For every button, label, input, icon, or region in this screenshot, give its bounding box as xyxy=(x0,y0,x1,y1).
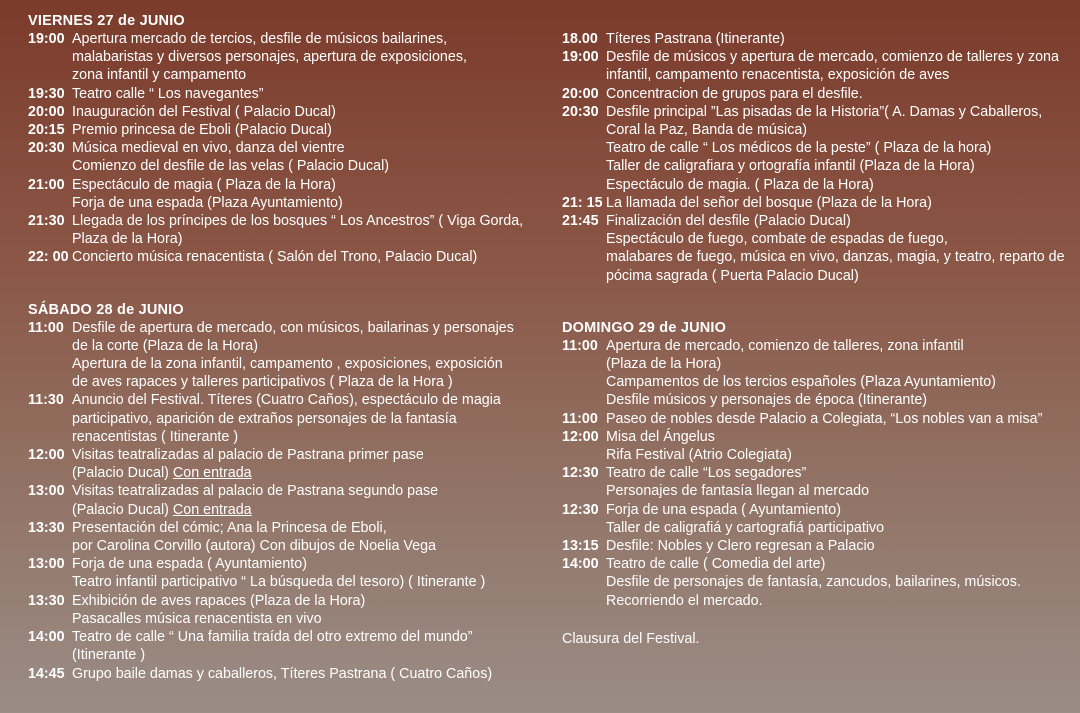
event-time: 20:00 xyxy=(562,85,599,102)
event-line: Forja de una espada (Plaza Ayuntamiento) xyxy=(72,194,343,211)
event-line: Anuncio del Festival. Títeres (Cuatro Caños), espectáculo de magia xyxy=(72,392,501,409)
event-time: 13:15 xyxy=(562,538,599,555)
event-line: Espectáculo de magia ( Plaza de la Hora) xyxy=(72,176,336,193)
event-line: Grupo baile damas y caballeros, Títeres Pastrana ( Cuatro Caños) xyxy=(72,665,493,682)
event-time: 12:30 xyxy=(562,501,599,518)
event-line: Visitas teatralizadas al palacio de Pastrana segundo pase xyxy=(72,483,439,500)
schedule-entry xyxy=(562,555,1072,610)
event-line: Forja de una espada ( Ayuntamiento) xyxy=(72,556,307,573)
event-description xyxy=(72,665,548,683)
event-line: Taller de caligrafiara y ortografía infantil (Plaza de la Hora) xyxy=(606,158,975,175)
schedule-entry xyxy=(562,48,1072,84)
event-line: zona infantil y campamento xyxy=(72,67,247,84)
event-line: Apertura de mercado, comienzo de talleres, zona infantil xyxy=(606,337,964,354)
event-line: de la corte (Plaza de la Hora) xyxy=(72,337,258,354)
event-time: 12:30 xyxy=(562,465,599,482)
event-description xyxy=(72,176,548,212)
event-line: (Palacio Ducal) Con entrada xyxy=(72,501,252,518)
day-sunday xyxy=(562,319,1072,610)
event-line: Taller de caligrafiá y cartografiá participativo xyxy=(606,519,885,536)
left-column xyxy=(28,12,548,683)
event-description xyxy=(72,139,548,175)
schedule-entry xyxy=(562,537,1072,555)
event-line: Teatro infantil participativo “ La búsqueda del tesoro) ( Itinerante ) xyxy=(72,574,486,591)
event-line: Desfile de músicos y apertura de mercado, comienzo de talleres y zona xyxy=(606,49,1059,66)
closing-note: Clausura del Festival. xyxy=(562,630,700,647)
event-line: malabaristas y diversos personajes, apertura de exposiciones, xyxy=(72,49,467,66)
event-line: Comienzo del desfile de las velas ( Palacio Ducal) xyxy=(72,158,390,175)
event-line: Visitas teatralizadas al palacio de Pastrana primer pase xyxy=(72,447,424,464)
schedule-entry xyxy=(562,337,1072,410)
event-line: Plaza de la Hora) xyxy=(72,231,183,248)
schedule-entry xyxy=(28,665,548,683)
event-time: 21:30 xyxy=(28,213,65,230)
schedule-entry xyxy=(28,319,548,392)
event-description xyxy=(72,248,548,266)
event-description xyxy=(606,103,1072,194)
event-line: (Plaza de la Hora) xyxy=(606,356,722,373)
event-description xyxy=(72,212,548,248)
event-time: 14:00 xyxy=(28,629,65,646)
schedule-entry xyxy=(28,391,548,446)
event-description xyxy=(606,194,1072,212)
schedule-entry xyxy=(562,85,1072,103)
schedule-entry xyxy=(28,592,548,628)
event-time: 11:00 xyxy=(28,319,64,336)
right-column xyxy=(562,30,1072,648)
ticket-note: Con entrada xyxy=(172,465,252,482)
event-list xyxy=(28,319,548,683)
event-time: 19:00 xyxy=(28,31,65,47)
event-line: (Itinerante ) xyxy=(72,647,146,664)
event-time: 13:00 xyxy=(28,556,65,573)
schedule-entry xyxy=(562,428,1072,464)
event-line: Teatro calle “ Los navegantes” xyxy=(72,85,264,102)
event-line: Desfile de apertura de mercado, con músicos, bailarinas y personajes xyxy=(72,319,514,336)
event-line: de aves rapaces y talleres participativos ( Plaza de la Hora ) xyxy=(72,374,453,391)
schedule-entry xyxy=(562,194,1072,212)
event-time: 22: 00 xyxy=(28,249,69,266)
event-line: Apertura mercado de tercios, desfile de músicos bailarines, xyxy=(72,31,448,47)
event-description xyxy=(606,555,1072,610)
event-line: Exhibición de aves rapaces (Plaza de la Hora) xyxy=(72,592,366,609)
day-heading: DOMINGO 29 de JUNIO xyxy=(562,319,727,336)
day-friday xyxy=(28,12,548,267)
event-list xyxy=(28,30,548,267)
schedule-entry xyxy=(28,30,548,85)
event-line: Música medieval en vivo, danza del vientre xyxy=(72,140,345,157)
event-description xyxy=(606,537,1072,555)
event-description xyxy=(72,121,548,139)
event-description xyxy=(606,337,1072,410)
event-time: 12:00 xyxy=(562,428,599,445)
event-line: Teatro de calle ( Comedia del arte) xyxy=(606,556,826,573)
schedule-entry xyxy=(562,501,1072,537)
schedule-entry xyxy=(562,410,1072,428)
schedule-entry xyxy=(28,446,548,482)
event-time: 13:30 xyxy=(28,519,65,536)
schedule-entry xyxy=(28,519,548,555)
event-time: 11:30 xyxy=(28,392,64,409)
schedule-entry xyxy=(562,212,1072,285)
schedule-entry xyxy=(28,555,548,591)
event-description xyxy=(72,85,548,103)
event-line: Inauguración del Festival ( Palacio Ducal) xyxy=(72,103,336,120)
event-time: 18.00 xyxy=(562,31,598,47)
event-time: 20:00 xyxy=(28,103,65,120)
event-description xyxy=(72,555,548,591)
event-description xyxy=(606,85,1072,103)
schedule-entry xyxy=(562,103,1072,194)
event-line: Coral la Paz, Banda de música) xyxy=(606,122,808,139)
event-line: Apertura de la zona infantil, campamento , exposiciones, exposición xyxy=(72,356,503,373)
event-line: Desfile principal ”Las pisadas de la Historia”( A. Damas y Caballeros, xyxy=(606,103,1043,120)
event-line: Finalización del desfile (Palacio Ducal) xyxy=(606,213,851,230)
event-list xyxy=(562,337,1072,610)
event-line: Paseo de nobles desde Palacio a Colegiata, “Los nobles van a misa” xyxy=(606,410,1043,427)
event-line: Teatro de calle “ Una familia traída del otro extremo del mundo” xyxy=(72,629,473,646)
day-saturday xyxy=(28,301,548,683)
event-line: infantil, campamento renacentista, exposición de aves xyxy=(606,67,950,84)
event-description xyxy=(72,519,548,555)
event-description xyxy=(606,501,1072,537)
event-line: Personajes de fantasía llegan al mercado xyxy=(606,483,870,500)
event-time: 21: 15 xyxy=(562,194,603,211)
event-description xyxy=(606,464,1072,500)
event-line: participativo, aparición de extraños personajes de la fantasía xyxy=(72,410,457,427)
event-line: Llegada de los príncipes de los bosques “ Los Ancestros” ( Viga Gorda, xyxy=(72,213,524,230)
event-time: 19:30 xyxy=(28,85,65,102)
event-time: 13:30 xyxy=(28,592,65,609)
event-description xyxy=(72,103,548,121)
schedule-entry xyxy=(28,103,548,121)
event-line: Misa del Ángelus xyxy=(606,428,715,445)
event-line: Concierto música renacentista ( Salón del Trono, Palacio Ducal) xyxy=(72,249,478,266)
event-list-continued xyxy=(562,30,1072,285)
event-line: Desfile músicos y personajes de época (Itinerante) xyxy=(606,392,928,409)
event-time: 11:00 xyxy=(562,337,598,354)
event-line: La llamada del señor del bosque (Plaza de la Hora) xyxy=(606,194,932,211)
event-line: Pasacalles música renacentista en vivo xyxy=(72,610,322,627)
event-description xyxy=(606,410,1072,428)
event-description xyxy=(606,212,1072,285)
event-description xyxy=(606,30,1072,48)
schedule-entry xyxy=(28,121,548,139)
schedule-entry xyxy=(562,30,1072,48)
event-line: Concentracion de grupos para el desfile. xyxy=(606,85,863,102)
event-description xyxy=(72,482,548,518)
event-description xyxy=(606,428,1072,464)
event-description xyxy=(72,319,548,392)
event-line: Forja de una espada ( Ayuntamiento) xyxy=(606,501,841,518)
event-description xyxy=(606,48,1072,84)
schedule-entry xyxy=(28,212,548,248)
event-line: pócima sagrada ( Puerta Palacio Ducal) xyxy=(606,267,859,284)
schedule-entry xyxy=(562,464,1072,500)
event-line: Rifa Festival (Atrio Colegiata) xyxy=(606,447,792,464)
event-description xyxy=(72,446,548,482)
event-line: Recorriendo el mercado. xyxy=(606,592,763,609)
event-description xyxy=(72,30,548,85)
schedule-entry xyxy=(28,85,548,103)
event-line: Títeres Pastrana (Itinerante) xyxy=(606,31,785,47)
event-time: 20:30 xyxy=(562,103,599,120)
event-time: 14:45 xyxy=(28,665,65,682)
event-description xyxy=(72,391,548,446)
event-line: Espectáculo de fuego, combate de espadas de fuego, xyxy=(606,231,948,248)
event-time: 21:45 xyxy=(562,213,599,230)
event-line: por Carolina Corvillo (autora) Con dibujos de Noelia Vega xyxy=(72,538,436,555)
schedule-entry xyxy=(28,139,548,175)
event-line: (Palacio Ducal) Con entrada xyxy=(72,465,252,482)
day-heading: VIERNES 27 de JUNIO xyxy=(28,13,185,29)
event-description xyxy=(72,592,548,628)
event-line: Campamentos de los tercios españoles (Plaza Ayuntamiento) xyxy=(606,374,996,391)
event-line: Desfile: Nobles y Clero regresan a Palacio xyxy=(606,538,875,555)
event-line: Premio princesa de Eboli (Palacio Ducal) xyxy=(72,122,332,139)
event-line: Presentación del cómic; Ana la Princesa de Eboli, xyxy=(72,519,387,536)
event-description xyxy=(72,628,548,664)
event-time: 12:00 xyxy=(28,447,65,464)
day-heading: SÁBADO 28 de JUNIO xyxy=(28,301,184,318)
event-line: malabares de fuego, música en vivo, danzas, magia, y teatro, reparto de xyxy=(606,249,1065,266)
event-line: Teatro de calle “ Los médicos de la peste” ( Plaza de la hora) xyxy=(606,140,992,157)
schedule-entry xyxy=(28,628,548,664)
event-line: Espectáculo de magia. ( Plaza de la Hora) xyxy=(606,176,874,193)
event-time: 13:00 xyxy=(28,483,65,500)
event-line: Teatro de calle “Los segadores” xyxy=(606,465,807,482)
event-time: 19:00 xyxy=(562,49,599,66)
event-time: 20:15 xyxy=(28,122,65,139)
event-time: 20:30 xyxy=(28,140,65,157)
schedule-entry xyxy=(28,482,548,518)
event-line: Desfile de personajes de fantasía, zancudos, bailarines, músicos. xyxy=(606,574,1021,591)
event-time: 21:00 xyxy=(28,176,65,193)
schedule-entry xyxy=(28,176,548,212)
event-time: 14:00 xyxy=(562,556,599,573)
event-time: 11:00 xyxy=(562,410,598,427)
ticket-note: Con entrada xyxy=(172,501,252,518)
event-line: renacentistas ( Itinerante ) xyxy=(72,428,239,445)
schedule-entry xyxy=(28,248,548,266)
